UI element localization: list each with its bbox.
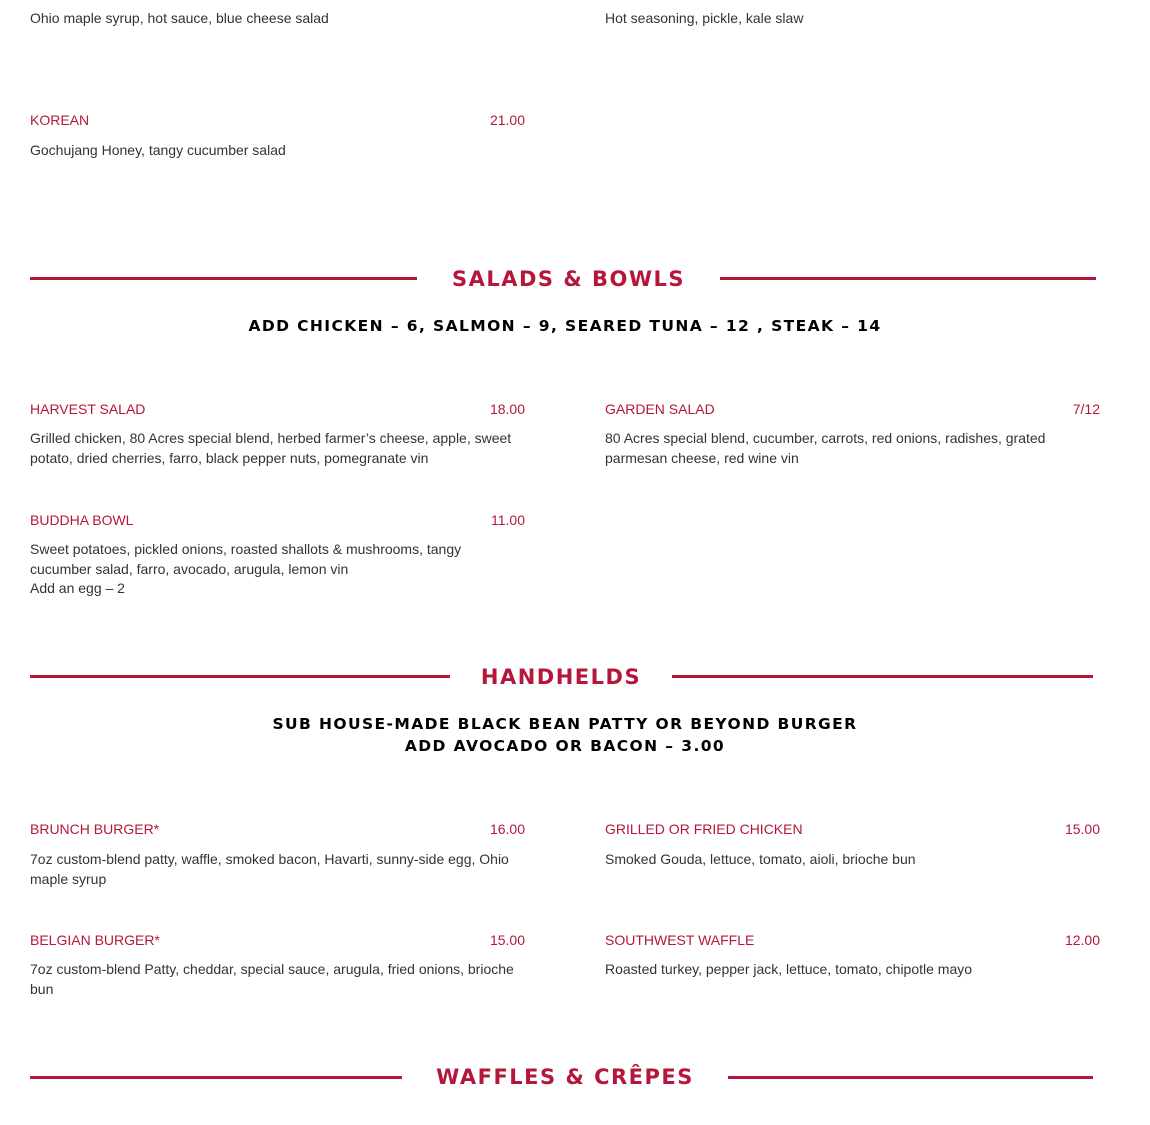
section-divider-right [728,1076,1093,1079]
menu-item-price: 15.00 [489,932,525,948]
menu-item-price: 21.00 [489,112,525,128]
section-note-handhelds-line1: SUB HOUSE-MADE BLACK BEAN PATTY OR BEYOND BURGER [272,715,858,733]
menu-item-price: 16.00 [489,821,525,837]
section-divider-left [30,277,417,280]
section-note-salads: ADD CHICKEN – 6, SALMON – 9, SEARED TUNA – 12 , STEAK – 14 [248,317,882,335]
menu-item-price: 12.00 [1064,932,1100,948]
section-divider-right [672,675,1093,678]
section-title-handhelds: HANDHELDS [480,665,642,689]
menu-item-price: 11.00 [491,512,525,528]
menu-item-name: HARVEST SALAD [30,401,146,417]
menu-item-price: 15.00 [1064,821,1100,837]
item-description: Gochujang Honey, tangy cucumber salad [30,142,286,158]
item-extra-note: Add an egg – 2 [30,580,125,596]
item-description: 80 Acres special blend, cucumber, carrots, red onions, radishes, grated parmesan cheese, red wine vin [605,430,1046,466]
menu-item-price: 18.00 [489,401,525,417]
menu-item-price: 7/12 [1072,401,1100,417]
item-description: 7oz custom-blend patty, waffle, smoked bacon, Havarti, sunny-side egg, Ohio maple syrup [30,851,509,887]
section-title-salads: SALADS & BOWLS [451,267,686,291]
section-note-handhelds-line2: ADD AVOCADO OR BACON – 3.00 [404,737,726,755]
menu-item-name: GARDEN SALAD [605,401,715,417]
item-description: 7oz custom-blend Patty, cheddar, special sauce, arugula, fried onions, brioche bun [30,961,514,997]
section-title-waffles: WAFFLES & CRÊPES [436,1065,694,1089]
item-description: Grilled chicken, 80 Acres special blend, herbed farmer’s cheese, apple, sweet potato, dried cherries, farro, black pepper nuts, pomegranate vin [30,430,512,466]
section-divider-right [720,277,1096,280]
menu-item-name: BELGIAN BURGER* [30,932,160,948]
section-divider-left [30,1076,402,1079]
item-description: Roasted turkey, pepper jack, lettuce, tomato, chipotle mayo [605,961,973,977]
menu-item-name: GRILLED OR FRIED CHICKEN [605,821,803,837]
item-description: Hot seasoning, pickle, kale slaw [605,10,804,26]
item-description: Smoked Gouda, lettuce, tomato, aioli, brioche bun [605,851,916,867]
menu-item-name: KOREAN [30,112,90,128]
item-description: Sweet potatoes, pickled onions, roasted shallots & mushrooms, tangy cucumber salad, farro, avocado, arugula, lemon vin [30,541,462,577]
menu-item-name: BUDDHA BOWL [30,512,134,528]
section-divider-left [30,675,450,678]
menu-item-name: SOUTHWEST WAFFLE [605,932,755,948]
menu-item-name: BRUNCH BURGER* [30,821,160,837]
item-description: Ohio maple syrup, hot sauce, blue cheese salad [30,10,329,26]
